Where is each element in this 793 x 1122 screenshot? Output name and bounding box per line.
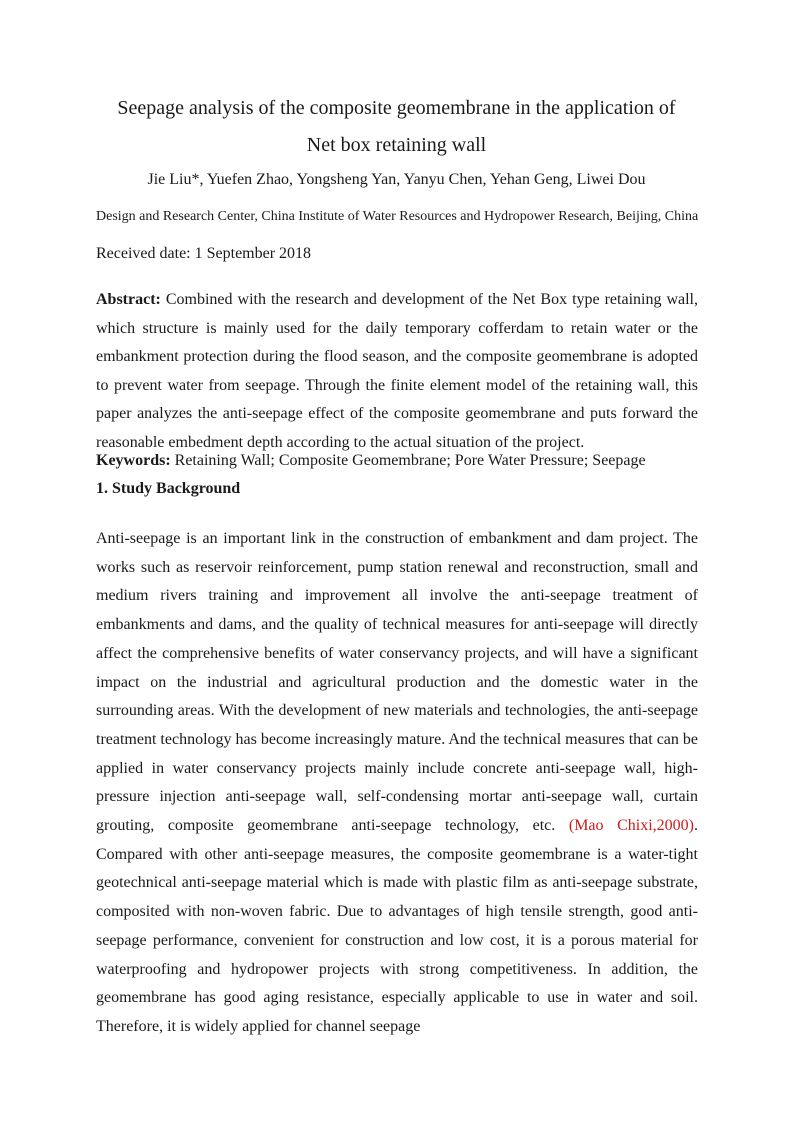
keywords <box>96 451 698 471</box>
paper-title-line-1: Seepage analysis of the composite geomembrane in the application of <box>117 97 676 119</box>
abstract-text: Combined with the research and development of the Net Box type retaining wall, which structure is mainly used for the daily temporary cofferdam to retain water or the embankment protection during the flood season, and the composite geomembrane is adopted to prevent water from seepage. Through the finite element model of the retaining wall, this paper analyzes the anti-seepage effect of the composite geomembrane and puts forward the reasonable embedment depth according to the actual situation of the project. <box>96 291 698 451</box>
keywords-text: Retaining Wall; Composite Geomembrane; Pore Water Pressure; Seepage <box>170 452 646 469</box>
author-list: Jie Liu*, Yuefen Zhao, Yongsheng Yan, Yanyu Chen, Yehan Geng, Liwei Dou <box>147 171 646 188</box>
affiliation: Design and Research Center, China Institute of Water Resources and Hydropower Research, Beijing, China <box>96 209 699 224</box>
citation-link[interactable]: (Mao Chixi,2000) <box>568 817 695 835</box>
body-text-part-1: Anti-seepage is an important link in the construction of embankment and dam project. The works such as reservoir reinforcement, pump station renewal and reconstruction, small and medium rivers training and improvement all involve the anti-seepage treatment of embankments and dams, and the quality of technical measures for anti-seepage will directly affect the comprehensive benefits of water conservancy projects, and will have a significant impact on the industrial and agricultural production and the domestic water in the surrounding areas. With the development of new materials and technologies, the anti-seepage treatment technology has become increasingly mature. And the technical measures that can be applied in water conservancy projects mainly include concrete anti-seepage wall, high-pressure injection anti-seepage wall, self-condensing mortar anti-seepage wall, curtain grouting, composite geomembrane anti-seepage technology, etc. <box>96 530 698 835</box>
section-heading: 1. Study Background <box>96 480 241 497</box>
abstract-label: Abstract: <box>96 291 161 308</box>
keywords-label: Keywords: <box>96 452 171 469</box>
body-paragraph <box>96 525 698 1042</box>
abstract <box>96 286 698 458</box>
received-date: Received date: 1 September 2018 <box>96 245 312 262</box>
paper-title-line-2: Net box retaining wall <box>306 134 487 156</box>
body-text-part-2: . Compared with other anti-seepage measures, the composite geomembrane is a water-tight geotechnical anti-seepage material which is made with plastic film as anti-seepage substrate, composited with non-woven fabric. Due to advantages of high tensile strength, good anti-seepage performance, convenient for construction and low cost, it is a porous material for waterproofing and hydropower projects with strong competitiveness. In addition, the geomembrane has good aging resistance, especially applicable to use in water and soil. Therefore, it is widely applied for channel seepage <box>96 817 699 1035</box>
